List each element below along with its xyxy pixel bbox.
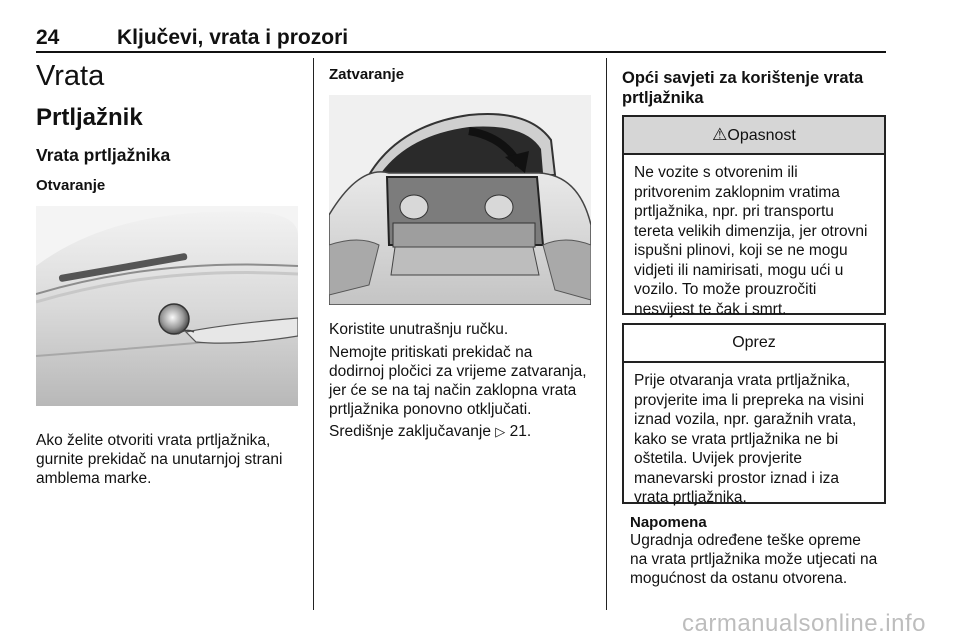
section-title: Vrata	[36, 60, 105, 92]
closing-instruction: Koristite unutrašnju ručku.	[329, 321, 509, 338]
tailgate-opening-illustration	[36, 206, 298, 406]
opening-text: Ako želite otvoriti vrata prtljažnika, gurnite prekidač na unutarnjoj strani amblema marke.	[36, 432, 283, 487]
closing-heading: Zatvaranje	[329, 66, 405, 83]
danger-box-header	[624, 117, 884, 155]
note-title: Napomena	[630, 514, 707, 531]
opening-heading: Otvaranje	[36, 177, 106, 194]
central-locking-reference[interactable]: Središnje zaključavanje ▷ 21.	[329, 423, 532, 440]
open-trunk-photo	[329, 95, 591, 305]
column-divider-1	[313, 58, 314, 610]
caution-box-header	[624, 325, 884, 363]
header-rule	[36, 51, 886, 53]
topic-title: Vrata prtljažnika	[36, 145, 171, 165]
chapter-title: Ključevi, vrata i prozori	[117, 26, 349, 49]
general-advice-heading: Opći savjeti za korištenje vrata prtljažnika	[622, 69, 864, 107]
closing-warning-text: Nemojte pritiskati prekidač na dodirnoj pločici za vrijeme zatvaranja, jer će se na taj način zaklopna vrata prtljažnika ponovno otključati.	[329, 344, 587, 418]
page-number: 24	[36, 26, 60, 49]
tailgate-closing-illustration	[329, 95, 591, 305]
note-text: Ugradnja određene teške opreme na vrata prtljažnika može utjecati na mogućnost da ostanu otvorena.	[630, 532, 878, 587]
page-ref-number: 21.	[509, 423, 532, 440]
page-ref-icon: ▷	[495, 424, 506, 439]
watermark: carmanualsonline.info	[682, 610, 926, 637]
danger-text: Ne vozite s otvorenim ili pritvorenim zaklopnim vratima prtljažnika, npr. pri transportu tereta velikih dimenzija, jer otrovni ispušni plinovi, koji se ne mogu vidjeti ili namirisati, mogu ući u vozilo. To može prouzročiti nesvijest te čak i smrt.	[634, 164, 868, 318]
column-divider-2	[606, 58, 607, 610]
note-block	[630, 514, 877, 588]
danger-title: Opasnost	[727, 127, 796, 144]
warning-triangle-icon: ⚠	[712, 125, 728, 144]
subsection-title: Prtljažnik	[36, 104, 143, 131]
caution-text: Prije otvaranja vrata prtljažnika, provjerite ima li prepreka na visini iznad vozila, npr. garažnih vrata, kako se vrata prtljažnika ne bi oštetila. Uvijek provjerite manevarski prostor iznad i iza vrata prtljažnika.	[634, 372, 865, 506]
tailgate-emblem-photo	[36, 206, 298, 406]
caution-box	[622, 323, 886, 504]
danger-box	[622, 115, 886, 318]
caution-title: Oprez	[732, 334, 776, 351]
